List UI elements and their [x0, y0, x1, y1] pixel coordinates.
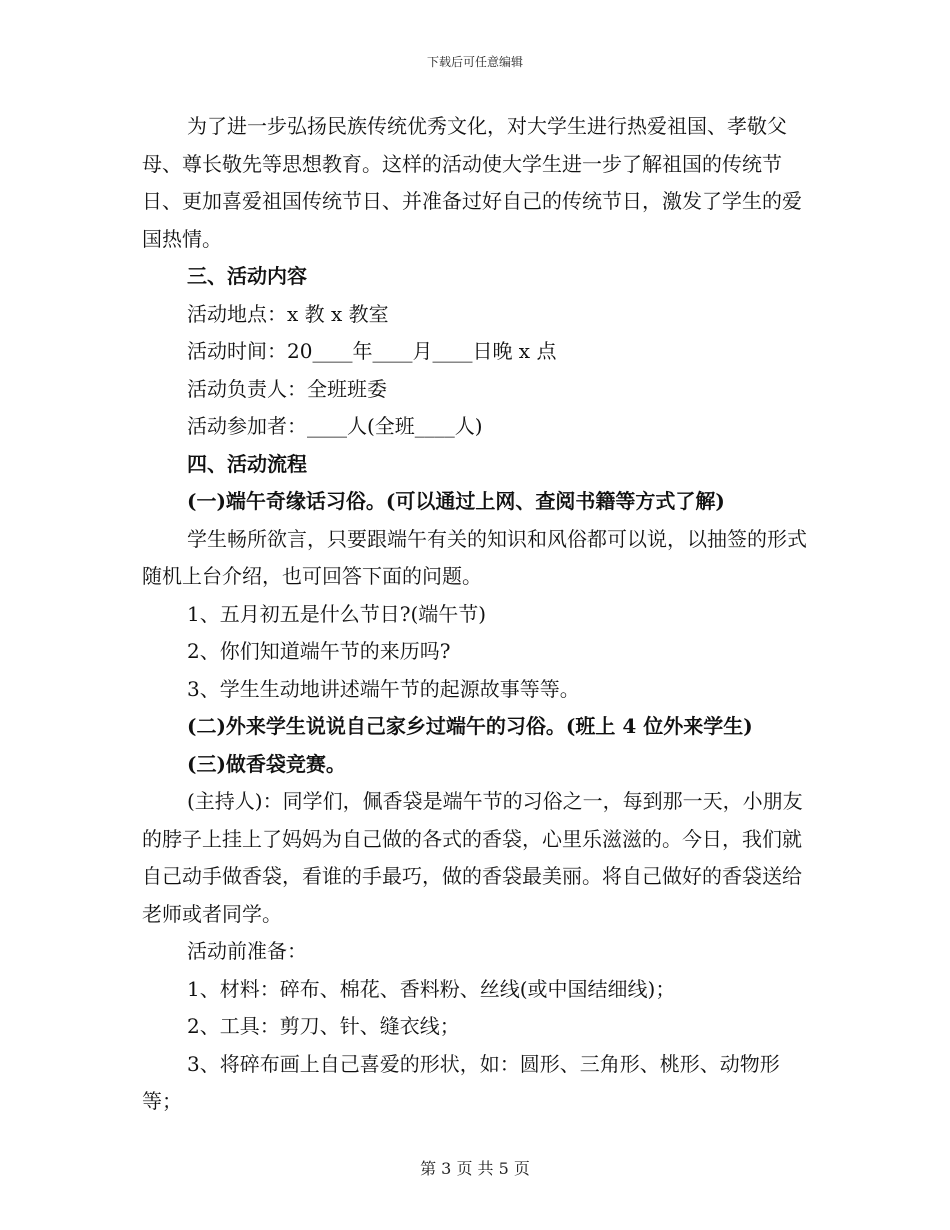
- preparation-item-2: 2、工具：剪刀、针、缝衣线；: [187, 1014, 460, 1038]
- section-heading-process: 四、活动流程: [187, 451, 307, 476]
- activity-participants: 活动参加者：____人(全班____人): [187, 414, 483, 438]
- subsection-heading-3: (三)做香袋竞赛。: [187, 751, 346, 776]
- activity-time: 活动时间：20____年____月____日晚 x 点: [187, 339, 557, 363]
- page-header: 下载后可任意编辑: [426, 55, 523, 69]
- question-item-2: 2、你们知道端午节的来历吗?: [187, 639, 451, 663]
- question-item-3: 3、学生生动地讲述端午节的起源故事等等。: [187, 676, 580, 701]
- preparation-item-1: 1、材料：碎布、棉花、香料粉、丝线(或中国结细线)；: [187, 976, 676, 1001]
- subsection-heading-2: (二)外来学生说说自己家乡过端午的习俗。(班上 4 位外来学生): [187, 714, 753, 738]
- preparation-item-3: 3、将碎布画上自己喜爱的形状，如：圆形、三角形、桃形、动物形等；: [142, 1051, 780, 1113]
- activity-location: 活动地点：x 教 x 教室: [187, 301, 389, 326]
- intro-paragraph: 为了进一步弘扬民族传统优秀文化，对大学生进行热爱祖国、孝敬父母、尊长敬先等思想教育。这样的活动使大学生进一步了解祖国的传统节日、更加喜爱祖国传统节日、并准备过好自己的传统节日，激发了学生的爱国热情。: [142, 114, 802, 251]
- host-speech-paragraph: (主持人)：同学们，佩香袋是端午节的习俗之一，每到那一天，小朋友的脖子上挂上了妈妈为自己做的各式的香袋，心里乐滋滋的。今日，我们就自己动手做香袋，看谁的手最巧，做的香袋最美丽。将自己做好的香袋送给老师或者同学。: [142, 789, 803, 926]
- document-body: [142, 108, 810, 1121]
- question-item-1: 1、五月初五是什么节日?(端午节): [187, 601, 487, 626]
- part1-description: 学生畅所欲言，只要跟端午有关的知识和风俗都可以说，以抽签的形式随机上台介绍，也可回答下面的问题。: [142, 526, 807, 588]
- section-heading-content: 三、活动内容: [187, 264, 307, 288]
- subsection-heading-1: (一)端午奇缘话习俗。(可以通过上网、查阅书籍等方式了解): [187, 489, 725, 513]
- preparation-heading: 活动前准备：: [187, 939, 307, 963]
- page-footer: 第 3 页 共 5 页: [420, 1159, 530, 1178]
- activity-leader: 活动负责人：全班班委: [187, 376, 387, 401]
